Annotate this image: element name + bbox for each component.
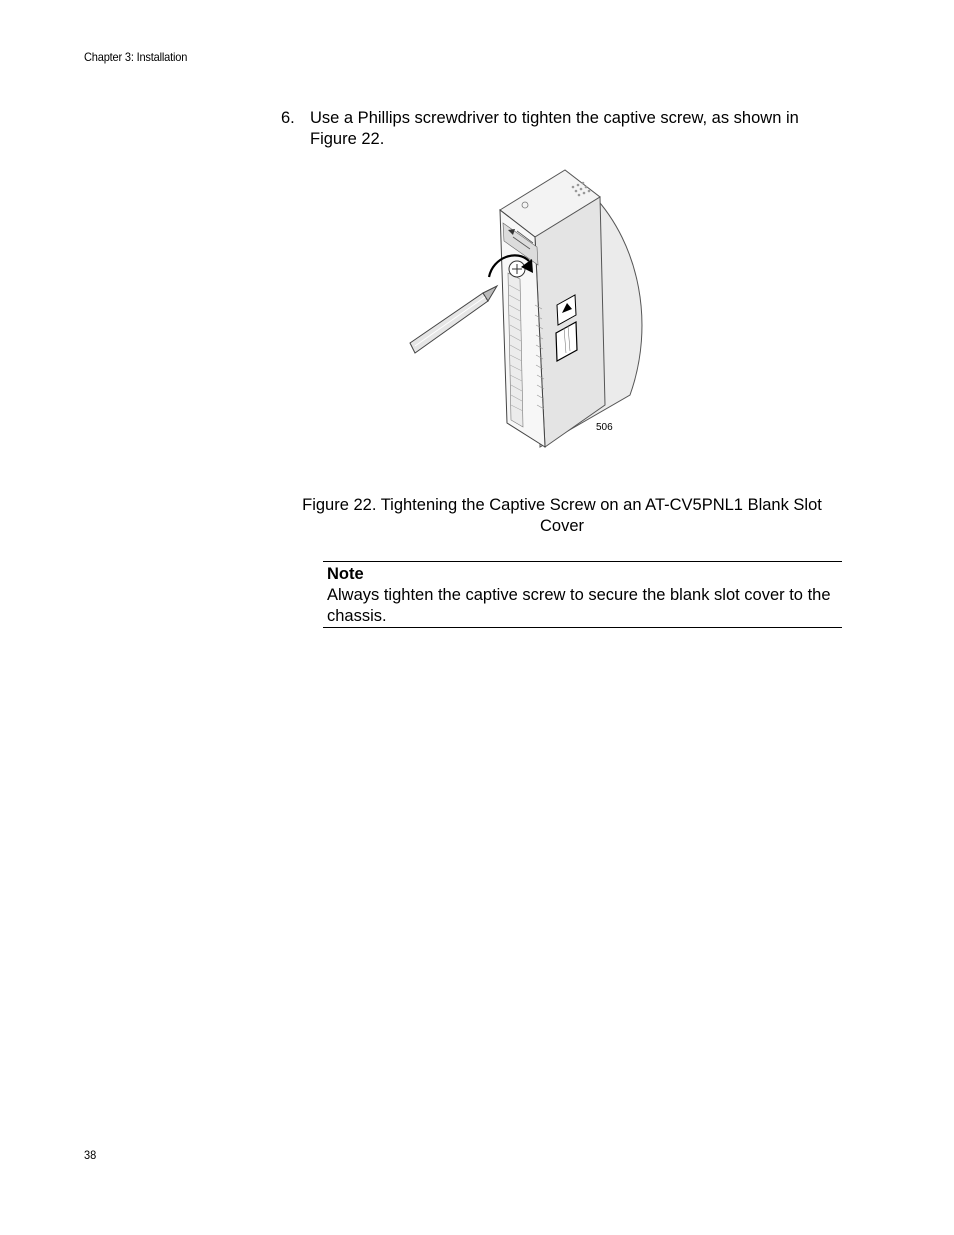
note-title: Note [327, 565, 364, 583]
figure-caption: Figure 22. Tightening the Captive Screw on an AT-CV5PNL1 Blank Slot Cover [302, 496, 822, 535]
step-text: Use a Phillips screwdriver to tighten the captive screw, as shown in Figure 22. [310, 109, 799, 148]
figure-id-label: 506 [596, 422, 613, 433]
note-box [323, 561, 842, 628]
figure-illustration [405, 165, 650, 455]
note-body: Always tighten the captive screw to secure the blank slot cover to the chassis. [327, 586, 831, 625]
page-header: Chapter 3: Installation [84, 50, 188, 64]
step-number: 6. [281, 109, 295, 127]
blank-slot-cover-illustration [405, 165, 650, 455]
page-number: 38 [84, 1148, 97, 1162]
